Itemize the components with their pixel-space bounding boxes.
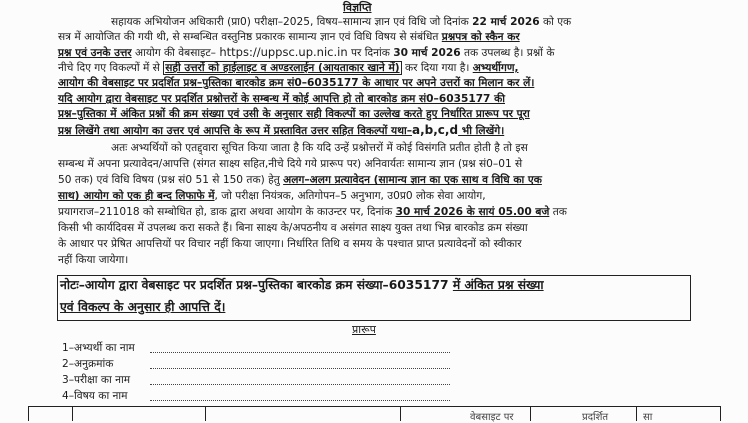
table-top-border — [28, 406, 720, 407]
table-divider — [636, 406, 637, 421]
note-line-2: एवं विकल्प के अनुसार ही आपत्ति दें। — [60, 300, 226, 314]
p1-line-8: प्रश्न लिखेंगे तथा आयोग का उत्तर एवं आपत्ति के रूप में प्रस्तावित उत्तर सहित विकल्पों यथा–a,b,c,d भी लिखेंगे। — [58, 123, 505, 137]
p1-line-7: प्रश्न–पुस्तिका में अंकित प्रश्नों की क्रम संख्या एवं उसी के अनुसार सही विकल्पों का उल्लेख करते हुए निर्धारित प्रारूप पर पूरा — [58, 108, 530, 120]
table-header-partial: सा — [643, 412, 653, 423]
p2-line-2: सम्बन्ध में अपना प्रत्यावेदन/आपत्ति (संगत साक्ष्य सहित,नीचे दिये गये प्रारूप पर) अनिवार्यतः सामान्य ज्ञान (प्रश्न सं0–01 से — [58, 158, 523, 170]
note-line-1: नोटः–आयोग द्वारा वेबसाइट पर प्रदर्शित प्रश्न–पुस्तिका बारकोड क्रम संख्या–6035177 में अंकित प्रश्न संख्या — [60, 278, 544, 292]
table-divider — [400, 406, 401, 421]
field-candidate-name-label: 1–अभ्यर्थी का नाम — [62, 342, 135, 354]
table-header-website: वेबसाइट पर — [470, 412, 514, 423]
p2-line-1: अतः अभ्यर्थियों को एतद्द्वारा सूचित किया जाता है कि यदि उन्हें प्रश्नोत्तरों में कोई विसंगति प्रतीत होती है तो इस — [111, 142, 528, 154]
notice-title: विज्ञप्ति — [343, 1, 372, 14]
table-divider — [720, 406, 721, 421]
p2-line-7: के आधार पर प्रेषित आपत्तियों पर विचार नहीं किया जाएगा। निर्धारित तिथि व समय के पश्चात प्राप्त प्रत्यावेदनों को स्वीकार — [58, 238, 522, 250]
table-header-displayed: प्रदर्शित — [582, 412, 609, 423]
field-exam-name-label: 3–परीक्षा का नाम — [62, 374, 131, 386]
table-divider — [72, 406, 73, 421]
p2-line-4: साथ) आयोग को एक ही बन्द लिफाफे में, जो परीक्षा नियंत्रक, अतिगोपन–5 अनुभाग, उ0प्र0 लोक सेवा आयोग, — [58, 190, 486, 202]
p2-line-6: किसी भी कार्यदिवस में उपलब्ध करा सकते हैं। बिना साक्ष्य के/अपठनीय व असंगत साक्ष्य युक्त तथा भिन्न बारकोड क्रम संख्या — [58, 222, 528, 234]
field-roll-number-line[interactable] — [150, 368, 450, 369]
p1-line-2: सत्र में आयोजित की गयी थी, से सम्बन्धित वस्तुनिष्ठ प्रकारक सामान्य ज्ञान एवं विधि विषय से संबंधित प्रश्नपत्र को स्कैन कर — [58, 31, 520, 43]
p1-line-4: नीचे दिए गए विकल्पों में से सही उत्तरों को हाईलाइट व अण्डरलाईन (आयताकार खाने में) कर दिया गया है। अभ्यर्थीगण, — [58, 62, 519, 74]
field-roll-number-label: 2–अनुक्रमांक — [62, 358, 114, 370]
table-divider — [205, 406, 206, 421]
field-subject-name-line[interactable] — [150, 400, 450, 401]
p1-line-3: प्रश्न एवं उनके उत्तर आयोग की वेबसाइट– https://uppsc.up.nic.in पर दिनांक 30 मार्च 2026 तक उपलब्ध है। प्रश्नों के — [58, 45, 555, 59]
table-divider — [530, 406, 531, 421]
p1-line-1: सहायक अभियोजन अधिकारी (प्रा0) परीक्षा–2025, विषय–सामान्य ज्ञान एवं विधि जो दिनांक 22 मार्च 2026 को एक — [111, 16, 572, 28]
form-title: प्रारूप — [352, 323, 376, 336]
p2-line-3: 50 तक) एवं विधि विषय (प्रश्न सं0 51 से 150 तक) हेतु अलग–अलग प्रत्यावेदन (सामान्य ज्ञान का एक साथ व विधि का एक — [58, 174, 542, 186]
field-candidate-name-line[interactable] — [150, 352, 450, 353]
p1-line-5: आयोग की वेबसाइट पर प्रदर्शित प्रश्न–पुस्तिका बारकोड क्रम सं0–6035177 के आधार पर अपने उत्तरों का मिलान कर लें। — [58, 77, 535, 89]
field-exam-name-line[interactable] — [150, 384, 450, 385]
table-divider — [28, 406, 29, 421]
website-link[interactable]: https://uppsc.up.nic.in — [219, 45, 348, 59]
p2-line-8: नहीं किया जायेगा। — [58, 254, 129, 266]
p2-line-5: प्रयागराज–211018 को सम्बोधित हो, डाक द्वारा अथवा आयोग के काउन्टर पर, दिनांक 30 मार्च 2026 के सायं 05.00 बजे तक — [58, 206, 567, 218]
p1-line-6: यदि आयोग द्वारा वेबसाइट पर प्रदर्शित प्रश्नोत्तरों के सम्बन्ध में कोई आपत्ति हो तो बारकोड क्रम सं0–6035177 की — [58, 93, 505, 105]
field-subject-name-label: 4–विषय का नाम — [62, 390, 128, 402]
